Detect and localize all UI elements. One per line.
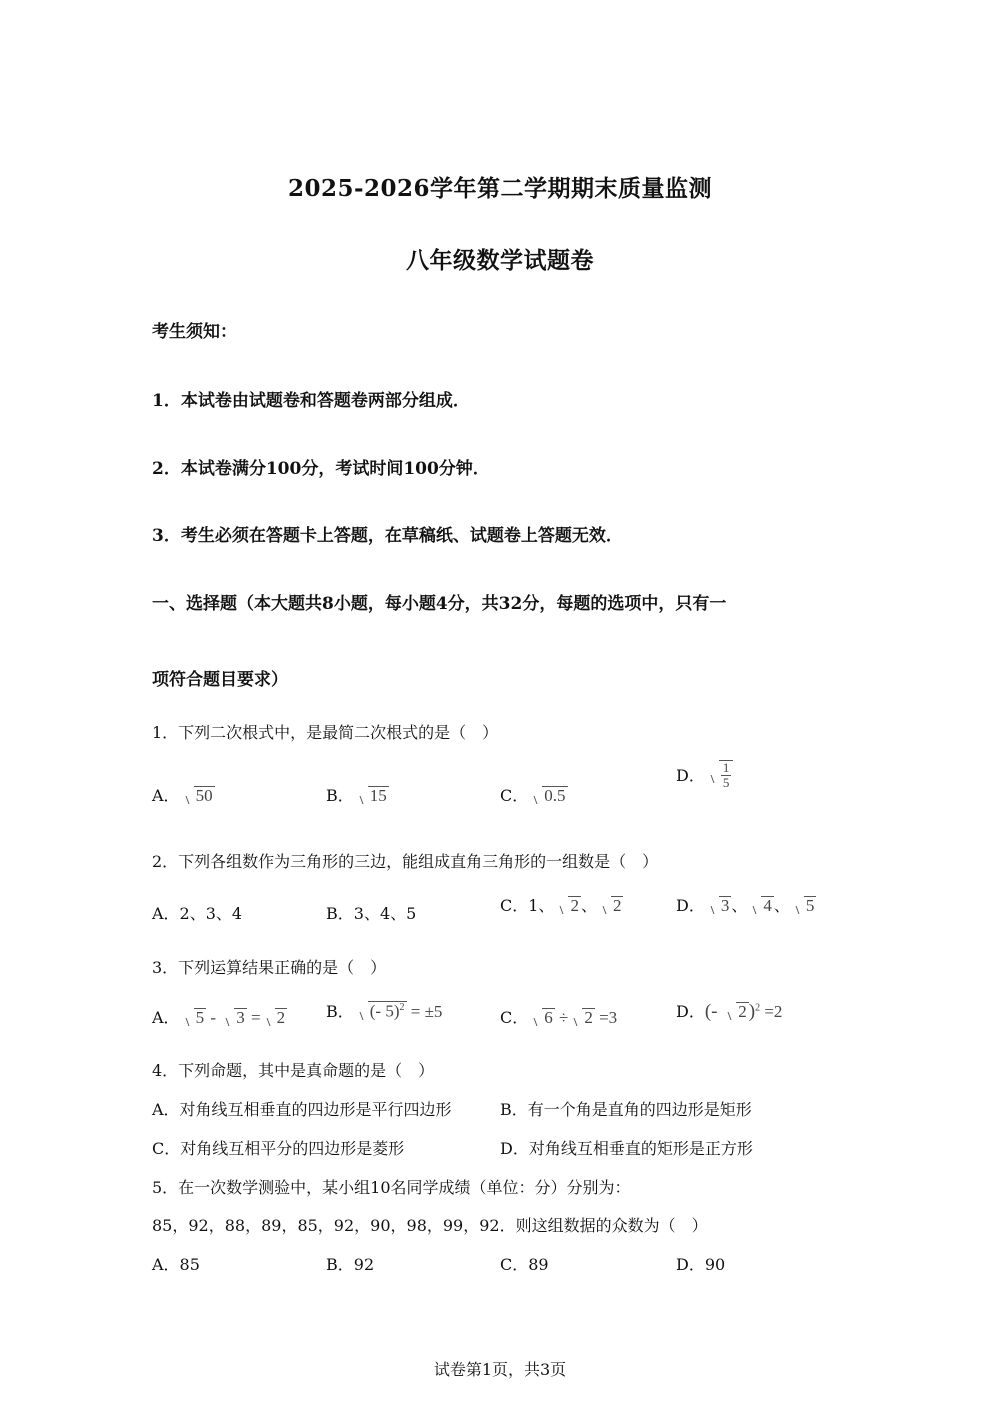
q4-option-a: A．对角线互相垂直的四边形是平行四边形 <box>152 1100 452 1119</box>
notice-heading: 考生须知： <box>152 322 237 342</box>
radicand: 5 <box>805 896 815 915</box>
option-label: D． <box>676 766 705 786</box>
sqrt-expression <box>182 1008 207 1028</box>
sqrt-expression <box>530 1008 555 1028</box>
radicand: 15 <box>369 786 387 805</box>
q2-option-b: B．3、4、5 <box>326 904 417 923</box>
option-label: D． <box>676 1002 705 1021</box>
section-heading: 一、选择题（本大题共8小题，每小题4分，共32分，每题的选项中，只有一 <box>152 594 727 614</box>
sqrt-expression <box>222 1008 247 1028</box>
exam-title: 2025-2026学年第二学期期末质量监测 <box>287 175 713 202</box>
section-heading-cont: 项符合题目要求） <box>152 670 288 690</box>
open-paren: (- <box>704 1001 723 1022</box>
sqrt-expression <box>263 1008 288 1028</box>
radicand: 4 <box>763 896 772 915</box>
question-4-stem: 4．下列命题，其中是真命题的是（ ） <box>152 1061 435 1080</box>
exam-subtitle: 八年级数学试题卷 <box>406 247 594 274</box>
notice-item-2: 2．本试卷满分100分，考试时间100分钟． <box>152 459 490 479</box>
radicand <box>368 1001 407 1021</box>
separator: 、 <box>580 896 597 915</box>
exponent: 2 <box>399 1002 405 1014</box>
q5-option-c: C．89 <box>500 1255 549 1274</box>
sqrt-expression <box>707 760 734 789</box>
page-footer: 试卷第1页，共3页 <box>433 1360 567 1379</box>
radicand: 6 <box>544 1008 553 1027</box>
notice-item-1: 1．本试卷由试题卷和答题卷两部分组成． <box>152 391 470 411</box>
sqrt-expression <box>599 896 624 916</box>
radicand: 3 <box>720 896 730 915</box>
question-5-stem-cont: 85，92，88，89，85，92，90，98，99，92．则这组数据的众数为（ ） <box>152 1216 708 1235</box>
operator: ÷ <box>554 1008 569 1027</box>
q1-option-d <box>676 760 733 789</box>
q5-option-d: D．90 <box>676 1255 726 1274</box>
sqrt-expression <box>707 896 732 916</box>
option-label: B． <box>326 1002 354 1021</box>
exponent: 2 <box>755 1002 761 1014</box>
sqrt-expression <box>792 896 817 916</box>
question-2-stem: 2．下列各组数作为三角形的三边，能组成直角三角形的一组数是（ ） <box>152 852 659 871</box>
q5-option-a: A．85 <box>152 1255 200 1274</box>
radicand: 2 <box>584 1008 593 1027</box>
radicand: 2 <box>612 896 622 915</box>
sqrt-expression <box>182 786 215 806</box>
question-3-stem: 3．下列运算结果正确的是（ ） <box>152 958 387 977</box>
sqrt-expression <box>556 896 581 916</box>
sqrt-expression <box>356 1001 407 1022</box>
operator: - <box>206 1008 221 1027</box>
result: =2 <box>760 1002 783 1021</box>
radicand: 2 <box>738 1002 747 1021</box>
option-label: C． <box>500 786 529 805</box>
result: = ±5 <box>406 1002 443 1021</box>
option-label: D． <box>676 896 705 915</box>
question-1-stem: 1．下列二次根式中，是最简二次根式的是（ ） <box>152 723 499 742</box>
notice-item-3: 3．考生必须在答题卡上答题，在草稿纸、试题卷上答题无效． <box>152 526 623 546</box>
radicand: 0.5 <box>544 786 566 805</box>
sqrt-expression <box>530 786 567 806</box>
option-label: A． <box>152 1008 180 1027</box>
q4-option-b: B．有一个角是直角的四边形是矩形 <box>500 1100 752 1119</box>
q3-option-c <box>500 1005 617 1028</box>
question-5-stem: 5．在一次数学测验中，某小组10名同学成绩（单位：分）分别为： <box>152 1178 631 1197</box>
option-label: C． <box>500 1008 529 1027</box>
radicand: 2 <box>276 1008 286 1027</box>
q2-option-d <box>676 893 816 916</box>
option-label: C．1、 <box>500 896 555 915</box>
close-paren: ) <box>748 1001 756 1022</box>
numerator: 1 <box>722 760 730 775</box>
q4-option-d: D．对角线互相垂直的矩形是正方形 <box>500 1139 753 1158</box>
equals: = <box>246 1008 261 1027</box>
sqrt-expression <box>570 1008 595 1028</box>
result: =3 <box>594 1008 618 1027</box>
denominator: 5 <box>722 774 730 790</box>
option-label: A． <box>152 786 180 805</box>
radicand: 3 <box>236 1008 245 1027</box>
radicand: 5 <box>195 1008 205 1027</box>
q3-option-a <box>152 1005 287 1028</box>
separator: 、 <box>731 896 748 915</box>
option-label: B． <box>326 786 354 805</box>
q1-option-c <box>500 783 568 806</box>
q1-option-b <box>326 783 389 806</box>
sqrt-expression <box>749 896 774 916</box>
sqrt-expression <box>724 1002 749 1022</box>
q4-option-c: C．对角线互相平分的四边形是菱形 <box>152 1139 405 1158</box>
sqrt-expression <box>356 786 389 806</box>
radicand <box>719 760 734 789</box>
q1-option-a <box>152 783 215 806</box>
q2-option-c <box>500 893 623 916</box>
radicand: 2 <box>570 896 579 915</box>
fraction <box>721 761 732 789</box>
inner-expression: (- 5) <box>369 1002 400 1021</box>
radicand: 50 <box>195 786 213 805</box>
q5-option-b: B．92 <box>326 1255 375 1274</box>
q3-option-b <box>326 999 442 1022</box>
separator: 、 <box>773 896 790 915</box>
q2-option-a: A．2、3、4 <box>152 904 243 923</box>
q3-option-d <box>676 999 782 1023</box>
